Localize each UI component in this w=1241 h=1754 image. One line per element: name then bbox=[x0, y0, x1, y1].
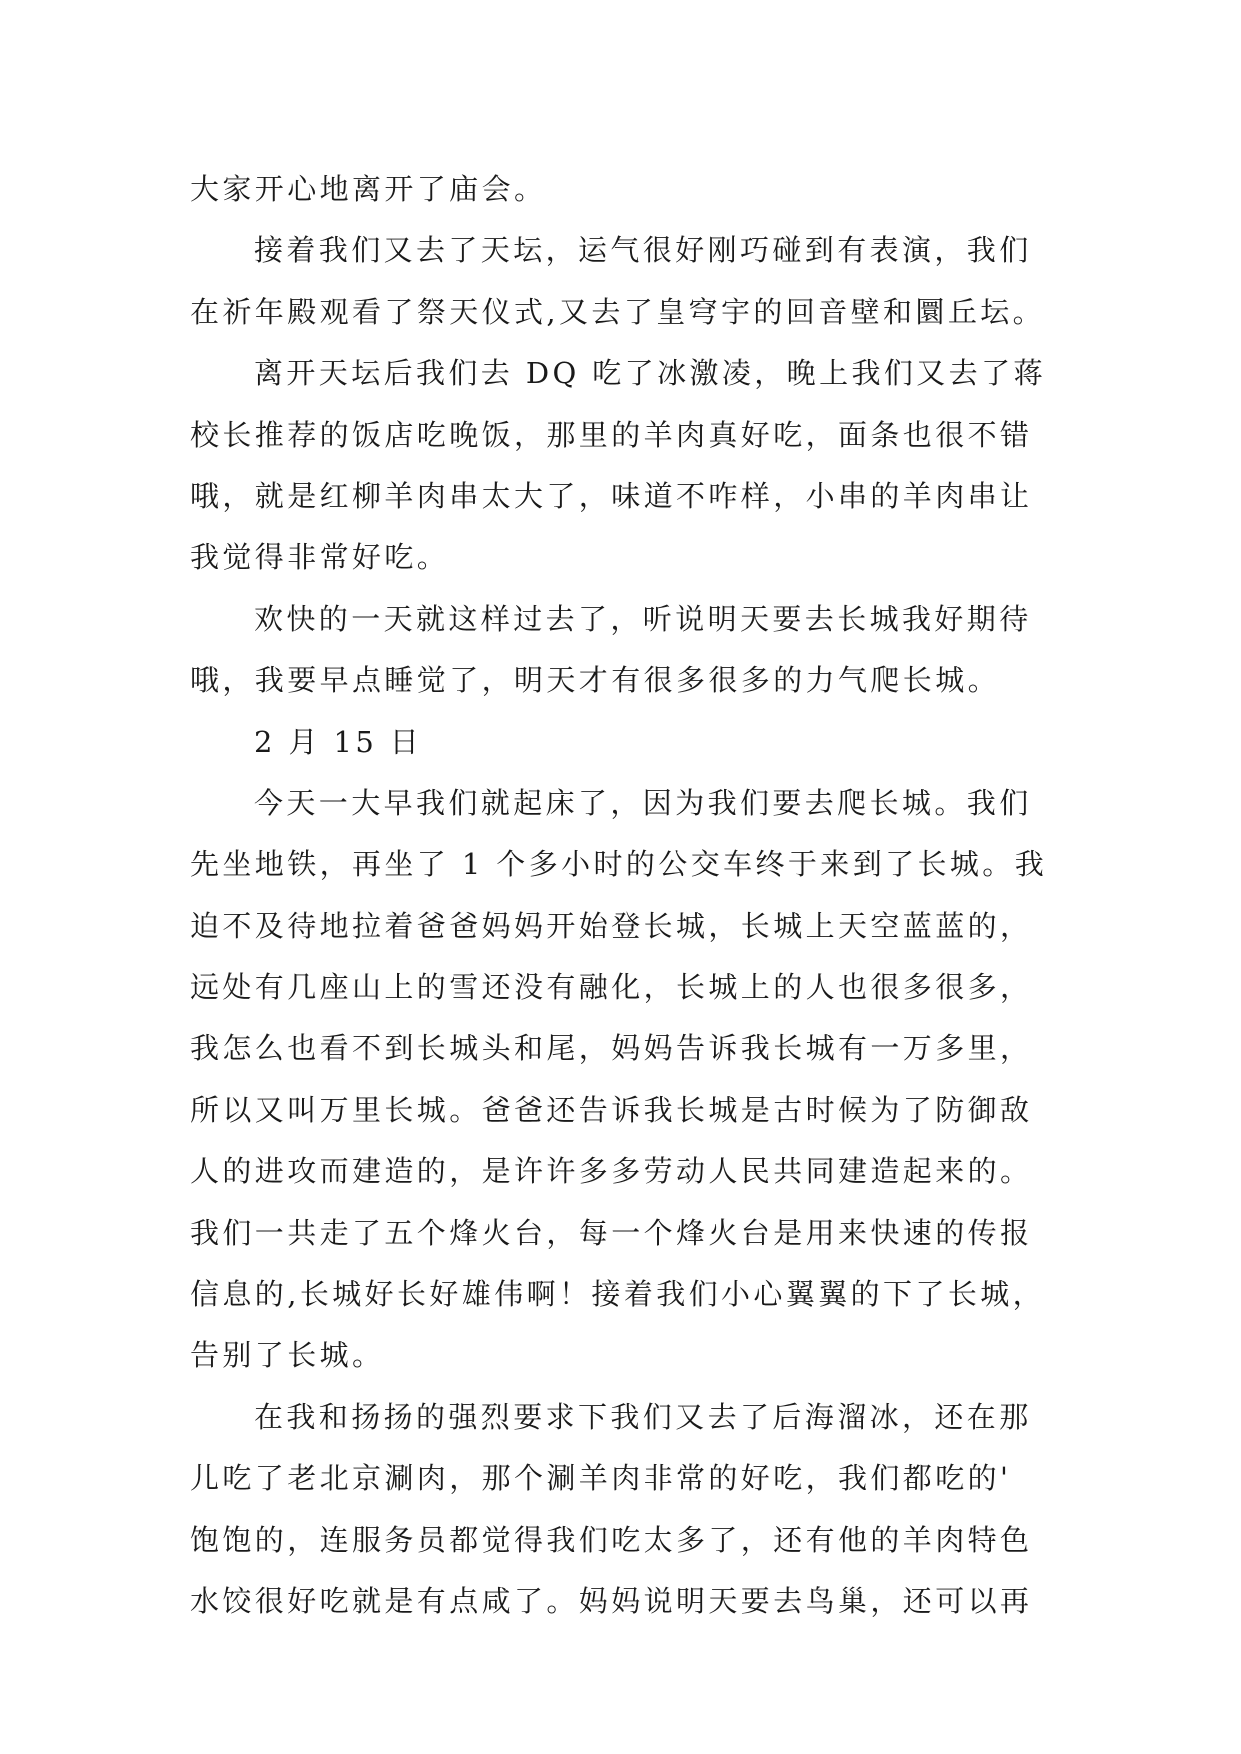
text-line: 哦，就是红柳羊肉串太大了，味道不咋样，小串的羊肉串让 bbox=[190, 478, 1033, 513]
text-line: 远处有几座山上的雪还没有融化，长城上的人也很多很多， bbox=[190, 970, 1033, 1005]
text-line: 今天一大早我们就起床了，因为我们要去爬长城。我们 bbox=[254, 785, 1032, 820]
text-line: 2 月 15 日 bbox=[254, 724, 423, 759]
text-line: 先坐地铁，再坐了 1 个多小时的公交车终于来到了长城。我 bbox=[190, 847, 1048, 882]
text-line: 所以又叫万里长城。爸爸还告诉我长城是古时候为了防御敌 bbox=[190, 1092, 1033, 1127]
text-line: 饱饱的，连服务员都觉得我们吃太多了，还有他的羊肉特色 bbox=[190, 1522, 1033, 1557]
text-line: 儿吃了老北京涮肉，那个涮羊肉非常的好吃，我们都吃的' bbox=[190, 1461, 1012, 1496]
text-line: 哦，我要早点睡觉了，明天才有很多很多的力气爬长城。 bbox=[190, 663, 1001, 698]
text-line: 我觉得非常好吃。 bbox=[190, 540, 450, 575]
text-line: 在我和扬扬的强烈要求下我们又去了后海溜冰，还在那 bbox=[254, 1399, 1032, 1434]
text-line: 在祈年殿观看了祭天仪式,又去了皇穹宇的回音壁和圜丘坛。 bbox=[190, 294, 1046, 329]
text-line: 欢快的一天就这样过去了，听说明天要去长城我好期待 bbox=[254, 601, 1032, 636]
text-line: 迫不及待地拉着爸爸妈妈开始登长城，长城上天空蓝蓝的， bbox=[190, 908, 1033, 943]
text-line: 告别了长城。 bbox=[190, 1338, 385, 1373]
text-line: 我怎么也看不到长城头和尾，妈妈告诉我长城有一万多里， bbox=[190, 1031, 1033, 1066]
text-line: 离开天坛后我们去 DQ 吃了冰激凌，晚上我们又去了蒋 bbox=[254, 356, 1046, 391]
body-text bbox=[190, 159, 1090, 1632]
text-line: 人的进攻而建造的，是许许多多劳动人民共同建造起来的。 bbox=[190, 1154, 1033, 1189]
text-line: 信息的,长城好长好雄伟啊！接着我们小心翼翼的下了长城， bbox=[190, 1277, 1046, 1312]
text-line: 大家开心地离开了庙会。 bbox=[190, 172, 547, 206]
text-line: 校长推荐的饭店吃晚饭，那里的羊肉真好吃，面条也很不错 bbox=[190, 417, 1033, 452]
text-line: 接着我们又去了天坛，运气很好刚巧碰到有表演，我们 bbox=[254, 233, 1032, 268]
text-line: 我们一共走了五个烽火台，每一个烽火台是用来快速的传报 bbox=[190, 1215, 1033, 1250]
text-line: 水饺很好吃就是有点咸了。妈妈说明天要去鸟巢，还可以再 bbox=[190, 1583, 1033, 1618]
